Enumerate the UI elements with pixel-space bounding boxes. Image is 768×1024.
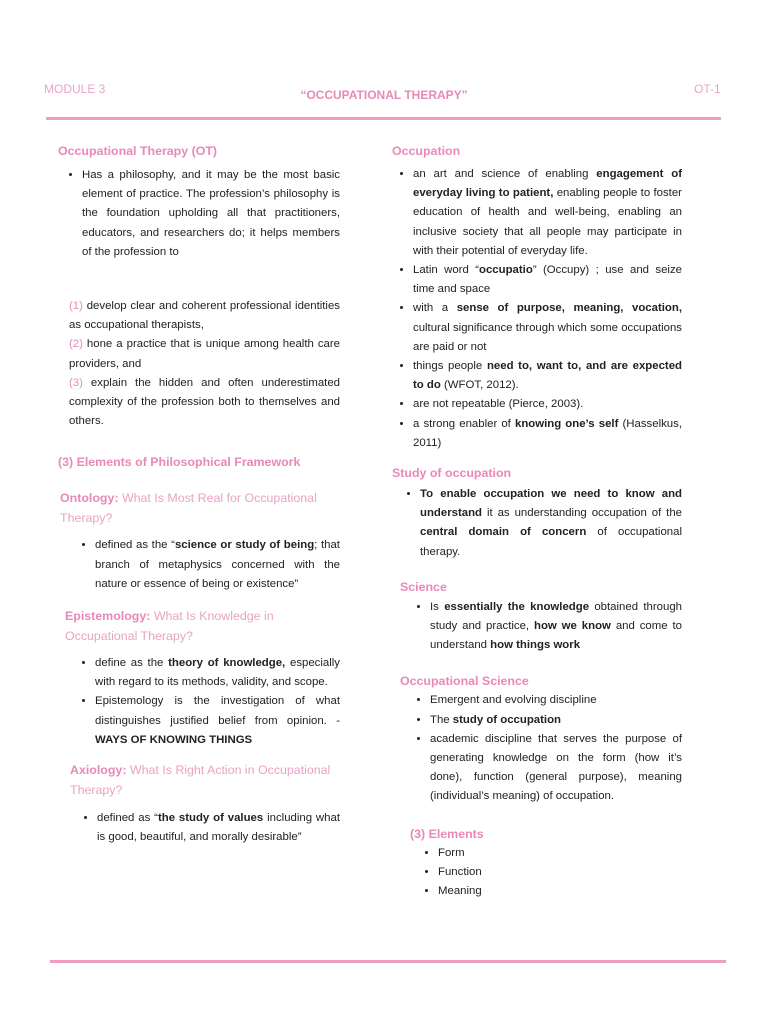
occ-science-bullet-1: • Emergent and evolving discipline xyxy=(430,691,682,710)
occ-science-heading: Occupational Science xyxy=(400,674,529,689)
framework-heading: (3) Elements of Philosophical Framework xyxy=(58,455,301,470)
purpose-2: (2) hone a practice that is unique among health care providers, and xyxy=(69,338,340,370)
element-form: • Form xyxy=(438,844,682,863)
element-function: • Function xyxy=(438,863,682,882)
epistemology-bullet-2: • Epistemology is the investigation of what distinguishes justified belief from opinion. - WAYS OF KNOWING THINGS xyxy=(95,692,340,750)
axiology-heading: Axiology: What Is Right Action in Occupational Therapy? xyxy=(70,763,331,798)
element-meaning: • Meaning xyxy=(438,882,682,901)
ot-bullets xyxy=(58,166,340,262)
epistemology-bullets xyxy=(58,654,340,750)
ontology-bullets xyxy=(58,536,340,594)
study-heading: Study of occupation xyxy=(392,466,512,481)
occupation-bullets xyxy=(392,165,682,453)
top-divider xyxy=(46,117,721,120)
study-bullet: • To enable occupation we need to know and understand it as understanding occupation of the central domain of concern of occupational therapy. xyxy=(420,485,682,562)
ot-heading: Occupational Therapy (OT) xyxy=(58,144,218,158)
occ-science-bullet-2: • The study of occupation xyxy=(430,711,682,730)
axiology-bullets xyxy=(58,809,340,847)
ot-bullet: • Has a philosophy, and it may be the most basic element of practice. The profession’s philosophy is the foundation upholding all that practitioners, educators, and researchers do; it helps members of the profession to xyxy=(82,166,340,262)
occupation-bullet-6: • a strong enabler of knowing one’s self (Hasselkus, 2011) xyxy=(413,415,682,453)
science-heading: Science xyxy=(400,579,447,594)
elements-heading: (3) Elements xyxy=(410,826,484,841)
occupation-bullet-3: • with a sense of purpose, meaning, vocation, cultural significance through which some occupations are paid or not xyxy=(413,299,682,357)
axiology-bullet: • defined as “the study of values including what is good, beautiful, and morally desirable” xyxy=(97,809,340,847)
occupation-bullet-5: • are not repeatable (Pierce, 2003). xyxy=(413,395,682,414)
occupation-bullet-4: • things people need to, want to, and are expected to do (WFOT, 2012). xyxy=(413,357,682,395)
occupation-heading: Occupation xyxy=(392,144,461,158)
ontology-heading: Ontology: What Is Most Real for Occupational Therapy? xyxy=(60,491,317,526)
purpose-1: (1) develop clear and coherent professional identities as occupational therapists, xyxy=(69,300,340,332)
ontology-bullet: • defined as the “science or study of being; that branch of metaphysics concerned with the nature or essence of being or existence” xyxy=(95,536,340,594)
epistemology-heading: Epistemology: What Is Knowledge in Occupational Therapy? xyxy=(65,609,274,644)
page-code: OT-1 xyxy=(694,82,721,96)
right-column xyxy=(392,141,682,901)
purpose-3: (3) explain the hidden and often underestimated complexity of the profession both to themselves and others. xyxy=(69,376,340,428)
page-title: “OCCUPATIONAL THERAPY” xyxy=(300,88,468,102)
occ-science-bullet-3: • academic discipline that serves the purpose of generating knowledge on the form (how it’s done), function (general purpose), meaning (individual’s meaning) of occupation. xyxy=(430,730,682,807)
ot-purposes xyxy=(58,297,340,431)
bottom-divider xyxy=(50,960,726,963)
science-bullet: • Is essentially the knowledge obtained through study and practice, how we know and come to understand how things work xyxy=(430,598,682,656)
left-column xyxy=(58,141,340,847)
science-bullets xyxy=(392,598,682,656)
occ-science-bullets xyxy=(392,691,682,806)
module-label: MODULE 3 xyxy=(44,82,106,96)
study-bullets xyxy=(392,485,682,562)
occupation-bullet-1: • an art and science of enabling engagement of everyday living to patient, enabling people to foster education of health and well-being, enabling an inclusive society that all people may participate in with their potential of everyday life. xyxy=(413,165,682,261)
elements-list xyxy=(392,844,682,902)
epistemology-bullet-1: • define as the theory of knowledge, especially with regard to its methods, validity, and scope. xyxy=(95,654,340,692)
occupation-bullet-2: • Latin word “occupatio” (Occupy) ; use and seize time and space xyxy=(413,261,682,299)
